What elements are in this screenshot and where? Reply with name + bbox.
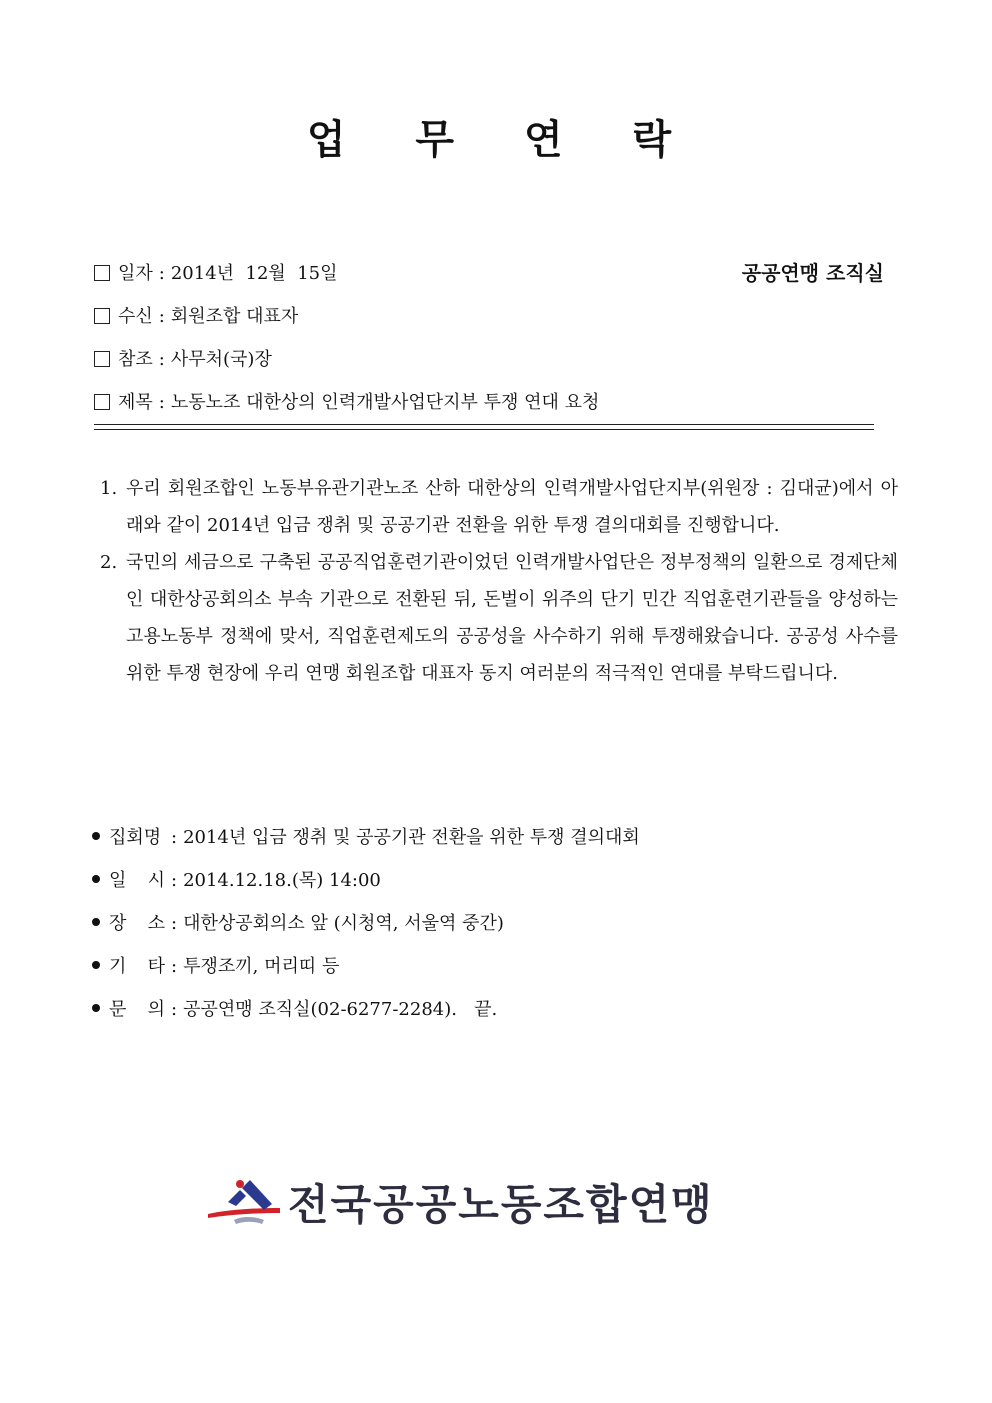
- paragraph-number: 1.: [100, 478, 118, 499]
- body-paragraphs: [100, 470, 898, 692]
- bullet-icon: [92, 1004, 100, 1012]
- event-details: [92, 816, 892, 1031]
- detail-row-event-name: 집회명 : 2014년 입금 쟁취 및 공공기관 전환을 위한 투쟁 결의대회: [92, 816, 892, 859]
- header-row-reference: 참조 : 사무처(국)장: [94, 338, 884, 381]
- paragraph-1: [100, 470, 898, 544]
- paragraph-2: [100, 544, 898, 692]
- header-row-recipient: 수신 : 회원조합 대표자: [94, 295, 884, 338]
- bullet-icon: [92, 875, 100, 883]
- document-title: 업 무 연 락: [306, 116, 700, 163]
- header-label-reference: 참조: [118, 349, 153, 370]
- bullet-icon: [92, 961, 100, 969]
- detail-row-other: 기 타 : 투쟁조끼, 머리띠 등: [92, 945, 892, 988]
- checkbox-icon: [94, 351, 110, 367]
- checkbox-icon: [94, 265, 110, 281]
- federation-emblem-icon: [206, 1174, 286, 1230]
- header-block: [94, 252, 884, 424]
- detail-label: 기 타: [109, 956, 165, 977]
- header-value-subject: 노동노조 대한상의 인력개발사업단지부 투쟁 연대 요청: [170, 392, 600, 413]
- federation-name: 전국공공노동조합연맹: [288, 1180, 714, 1229]
- detail-value: 투쟁조끼, 머리띠 등: [183, 956, 340, 977]
- sender-name: 공공연맹 조직실: [741, 261, 884, 285]
- header-divider: [94, 424, 874, 430]
- header-label-recipient: 수신: [118, 306, 153, 327]
- detail-label: 일 시: [109, 870, 165, 891]
- federation-logo: [206, 1170, 736, 1234]
- paragraph-text: 국민의 세금으로 구축된 공공직업훈련기관이었던 인력개발사업단은 정부정책의 일환으로 경제단체인 대한상공회의소 부속 기관으로 전환된 뒤, 돈벌이 위주의 단기 민간 직업훈련기관들을 양성하는 고용노동부 정책에 맞서, 직업훈련제도의 공공성을 사수하기 위해 투쟁해왔습니다. 공공성 사수를 위한 투쟁 현장에 우리 연맹 회원조합 대표자 동지 여러분의 적극적인 연대를 부탁드립니다.: [126, 552, 898, 684]
- header-row-subject: 제목 : 노동노조 대한상의 인력개발사업단지부 투쟁 연대 요청: [94, 381, 884, 424]
- paragraph-text: 우리 회원조합인 노동부유관기관노조 산하 대한상의 인력개발사업단지부(위원장 : 김대균)에서 아래와 같이 2014년 입금 쟁취 및 공공기관 전환을 위한 투쟁 결의대회를 진행합니다.: [126, 478, 898, 536]
- detail-label: 집회명: [109, 827, 162, 848]
- detail-row-contact: 문 의 : 공공연맹 조직실(02-6277-2284). 끝.: [92, 988, 892, 1031]
- detail-value: 공공연맹 조직실(02-6277-2284). 끝.: [183, 999, 498, 1020]
- header-value-reference: 사무처(국)장: [170, 349, 272, 370]
- header-row-date: 일자 : 2014년 12월 15일 공공연맹 조직실: [94, 252, 884, 295]
- bullet-icon: [92, 918, 100, 926]
- header-value-date: 2014년 12월 15일: [170, 263, 338, 284]
- detail-row-datetime: 일 시 : 2014.12.18.(목) 14:00: [92, 859, 892, 902]
- detail-value: 대한상공회의소 앞 (시청역, 서울역 중간): [183, 913, 504, 934]
- bullet-icon: [92, 832, 100, 840]
- header-label-date: 일자: [118, 263, 153, 284]
- detail-label: 문 의: [109, 999, 165, 1020]
- checkbox-icon: [94, 394, 110, 410]
- paragraph-number: 2.: [100, 552, 118, 573]
- header-label-subject: 제목: [118, 392, 153, 413]
- detail-value: 2014.12.18.(목) 14:00: [183, 870, 381, 891]
- header-value-recipient: 회원조합 대표자: [170, 306, 299, 327]
- detail-row-location: 장 소 : 대한상공회의소 앞 (시청역, 서울역 중간): [92, 902, 892, 945]
- checkbox-icon: [94, 308, 110, 324]
- detail-value: 2014년 입금 쟁취 및 공공기관 전환을 위한 투쟁 결의대회: [183, 827, 640, 848]
- detail-label: 장 소: [109, 913, 165, 934]
